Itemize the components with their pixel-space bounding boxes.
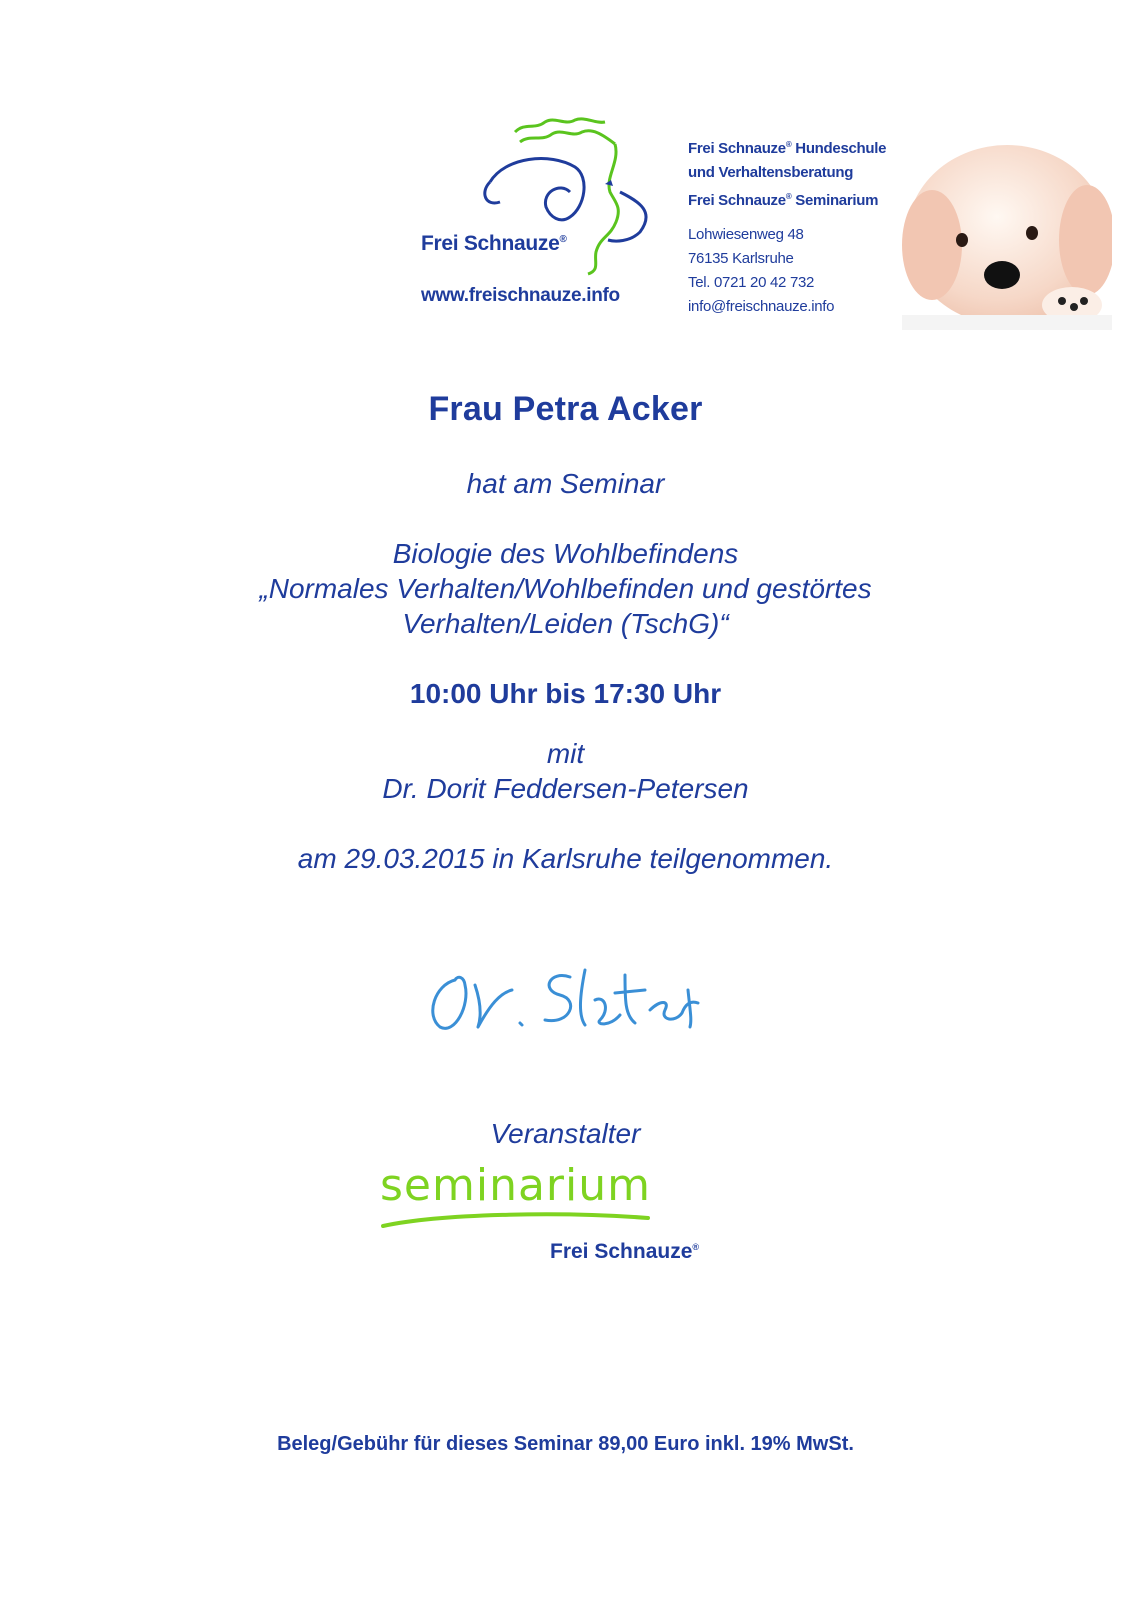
contact-phone: Tel. 0721 20 42 732 [688,274,815,291]
contact-street: Lohwiesenweg 48 [688,226,804,243]
signature-stroke-4 [595,999,620,1024]
logo-hair-line-2 [520,131,615,144]
seminarium-swoosh [378,1206,658,1236]
recipient-name: Frau Petra Acker [428,390,703,428]
signature-stroke-6 [650,990,698,1027]
organizer-name: Frei Schnauze® [550,1240,700,1263]
signature-stroke-2 [475,985,512,1027]
seminar-time: 10:00 Uhr bis 17:30 Uhr [409,678,722,709]
frei-schnauze-logo [410,112,660,282]
seminar-title-line-2: „Normales Verhalten/Wohlbefinden und gestörtes [259,573,872,604]
contact-block [688,133,886,319]
contact-line-hundeschule: Frei Schnauze® Hundeschule [688,140,887,157]
logo-dog-ear [485,182,500,203]
brand-name: Frei Schnauze® [421,232,567,255]
contact-city: 76135 Karlsruhe [688,250,794,267]
contact-email[interactable]: info@freischnauze.info [688,298,835,315]
contact-line-verhaltensberatung: und Verhaltensberatung [688,164,854,181]
logo-dog-head [490,159,584,220]
fee-note: Beleg/Gebühr für dieses Seminar 89,00 Euro inkl. 19% MwSt. [277,1433,854,1455]
speaker-name: Dr. Dorit Feddersen-Petersen [382,773,749,804]
organizer-label: Veranstalter [490,1118,641,1149]
website-link[interactable]: www.freischnauze.info [421,285,620,306]
contact-line-seminarium: Frei Schnauze® Seminarium [688,192,879,209]
with-label: mit [546,738,585,769]
puppy-image [902,125,1112,330]
signature-dot [520,1023,522,1025]
signature [420,955,720,1040]
logo-profile-line [588,144,618,274]
seminar-title-line-1: Biologie des Wohlbefindens [392,538,739,569]
date-location-line: am 29.03.2015 in Karlsruhe teilgenommen. [297,843,834,874]
seminar-title-line-3: Verhalten/Leiden (TschG)“ [402,608,729,639]
seminarium-logo-word: seminarium [380,1160,651,1211]
signature-stroke-1 [433,977,466,1028]
signature-stroke-3 [545,970,585,1025]
intro-line: hat am Seminar [466,468,665,499]
